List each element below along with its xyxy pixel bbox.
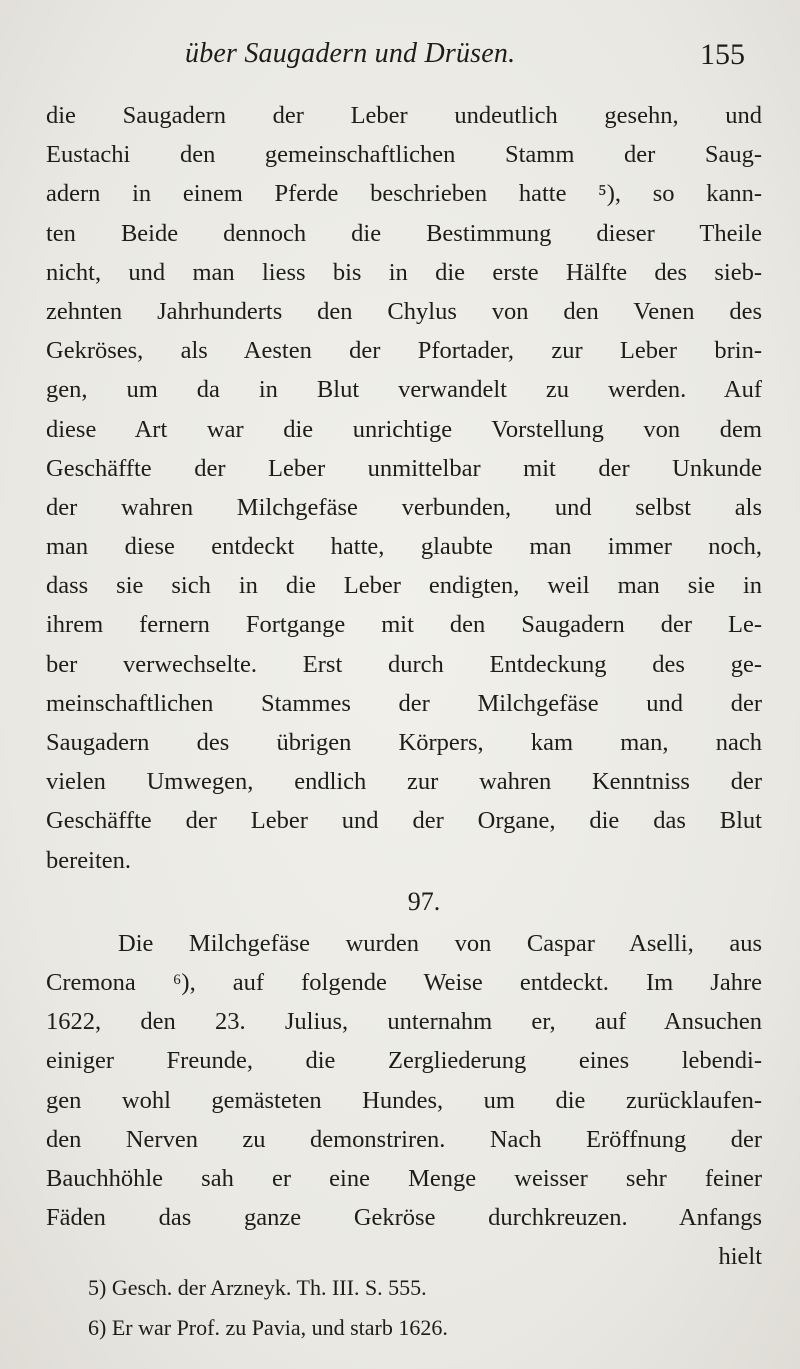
body-text [46,96,762,1276]
footnotes [88,1268,768,1348]
text-line: man diese entdeckt hatte, glaubte man immer noch, [46,533,762,561]
footnote: 5) Gesch. der Arzneyk. Th. III. S. 555. [88,1275,427,1300]
text-line: gen wohl gemästeten Hundes, um die zurücklaufen- [46,1086,762,1114]
page-number: 155 [700,38,745,71]
text-line: bereiten. [46,846,132,874]
text-line: Saugadern des übrigen Körpers, kam man, nach [46,729,762,756]
text-line: einiger Freunde, die Zergliederung eines lebendi- [46,1047,762,1075]
text-line: zehnten Jahrhunderts den Chylus von den Venen des [46,297,762,325]
catchword: hielt [718,1243,762,1271]
page-header [185,38,775,78]
text-line: diese Art war die unrichtige Vorstellung von dem [46,415,762,443]
text-line: die Saugadern der Leber undeutlich gesehn, und [46,102,762,129]
text-line: 1622, den 23. Julius, unternahm er, auf Ansuchen [46,1008,762,1036]
text-line: der wahren Milchgefäse verbunden, und selbst als [46,493,762,521]
section-number: 97. [407,886,441,916]
text-line: Eustachi den gemeinschaftlichen Stamm der Saug- [46,141,762,169]
text-line: adern in einem Pferde beschrieben hatte ⁵), so kann- [46,180,762,208]
text-line: Cremona ⁶), auf folgende Weise entdeckt. Im Jahre [46,968,762,996]
text-line: Bauchhöhle sah er eine Menge weisser sehr feiner [46,1164,762,1192]
text-line: Fäden das ganze Gekröse durchkreuzen. Anfangs [46,1204,762,1232]
text-line: vielen Umwegen, endlich zur wahren Kenntniss der [46,768,762,796]
text-line: gen, um da in Blut verwandelt zu werden. Auf [46,376,762,404]
text-line: Geschäffte der Leber und der Organe, die das Blut [46,807,762,835]
text-line: Die Milchgefäse wurden von Caspar Aselli, aus [118,929,762,957]
running-title: über Saugadern und Drüsen. [185,38,516,69]
text-line: meinschaftlichen Stammes der Milchgefäse und der [46,689,762,717]
text-line: ten Beide dennoch die Bestimmung dieser Theile [46,219,762,247]
text-line: den Nerven zu demonstriren. Nach Eröffnung der [46,1125,762,1153]
footnote: 6) Er war Prof. zu Pavia, und starb 1626. [88,1315,448,1340]
text-line: ber verwechselte. Erst durch Entdeckung des ge- [46,650,762,678]
text-line: Gekröses, als Aesten der Pfortader, zur Leber brin- [46,337,762,365]
text-line: ihrem fernern Fortgange mit den Saugadern der Le- [46,611,762,639]
text-line: Geschäffte der Leber unmittelbar mit der Unkunde [46,454,762,482]
text-line: nicht, und man liess bis in die erste Hälfte des sieb- [46,258,762,286]
text-line: dass sie sich in die Leber endigten, weil man sie in [46,572,762,600]
